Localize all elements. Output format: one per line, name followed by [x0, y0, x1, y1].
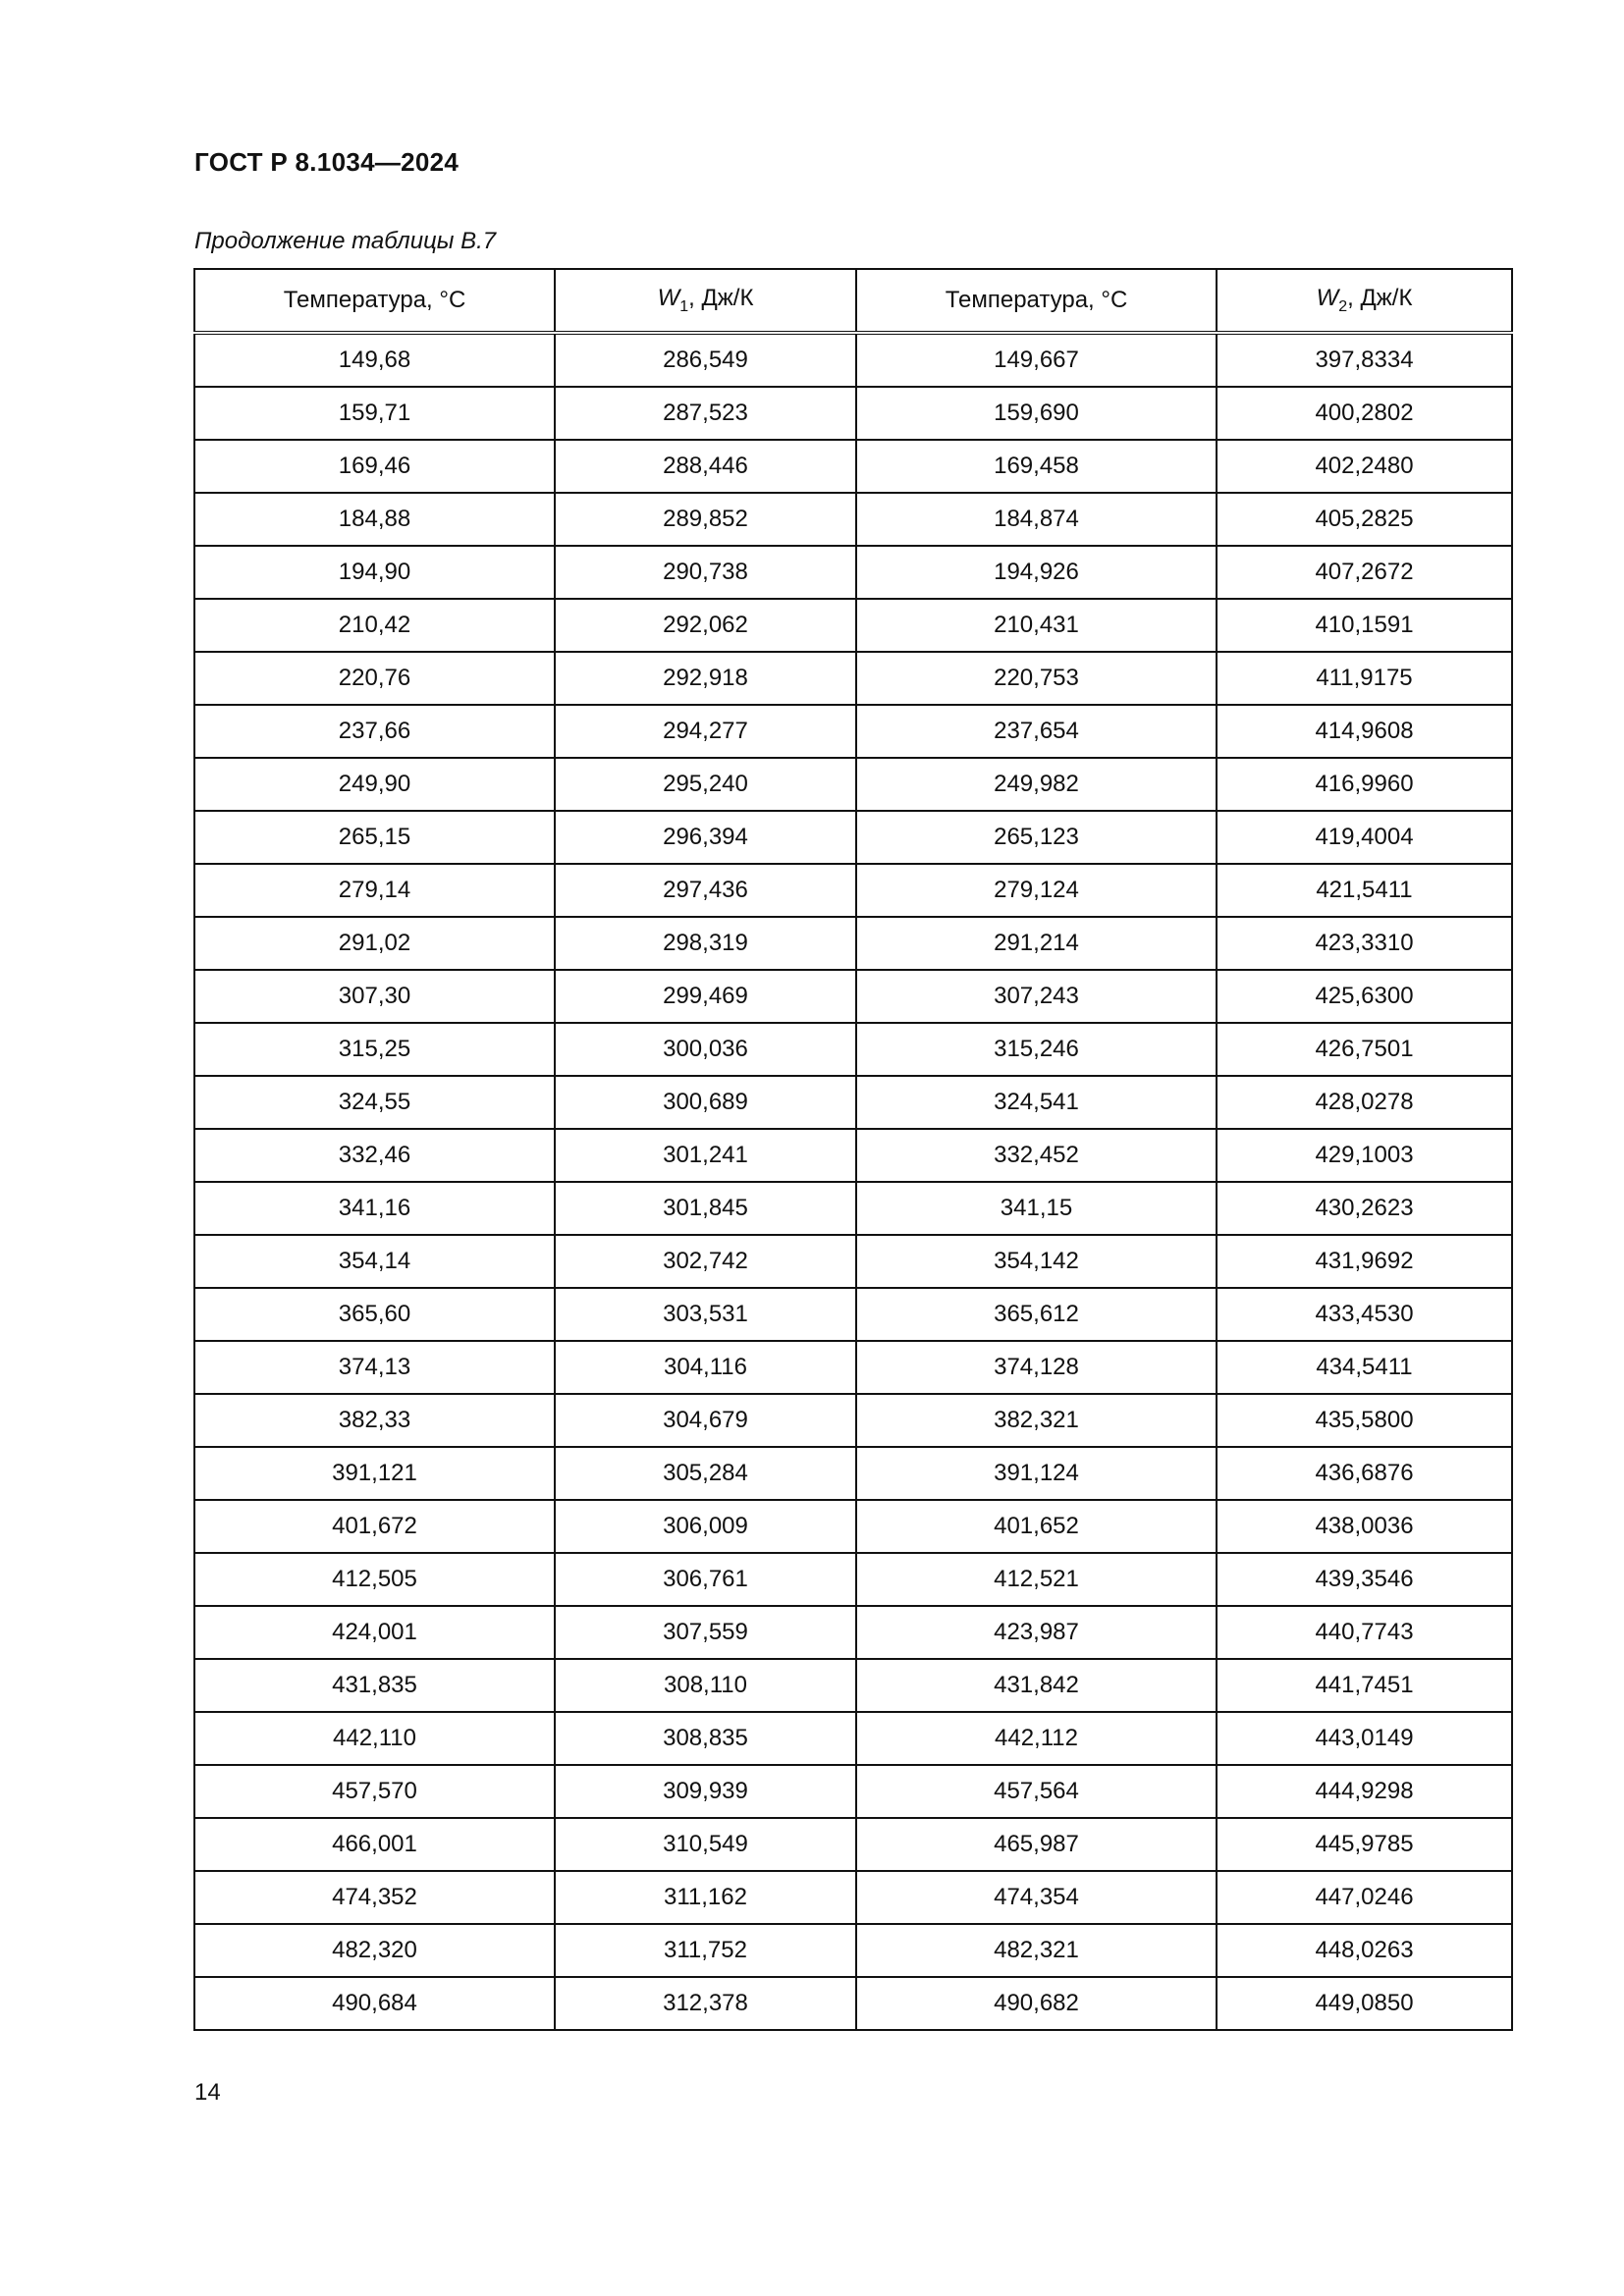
w2-symbol: W — [1316, 285, 1339, 312]
cell-w2: 400,2802 — [1217, 387, 1512, 440]
cell-temperature-1: 291,02 — [194, 917, 555, 970]
cell-w1: 287,523 — [555, 387, 856, 440]
cell-temperature-2: 291,214 — [856, 917, 1217, 970]
table-row — [194, 1129, 1512, 1182]
cell-temperature-1: 391,121 — [194, 1447, 555, 1500]
w1-symbol: W — [657, 285, 680, 312]
table-row — [194, 1765, 1512, 1818]
table-header — [194, 269, 1512, 333]
cell-w2: 449,0850 — [1217, 1977, 1512, 2030]
cell-w2: 416,9960 — [1217, 758, 1512, 811]
cell-temperature-1: 194,90 — [194, 546, 555, 599]
cell-w2: 438,0036 — [1217, 1500, 1512, 1553]
cell-temperature-2: 374,128 — [856, 1341, 1217, 1394]
cell-temperature-2: 249,982 — [856, 758, 1217, 811]
w1-subscript: 1 — [679, 297, 689, 315]
cell-temperature-1: 249,90 — [194, 758, 555, 811]
w2-unit: , Дж/К — [1347, 285, 1413, 312]
table-row — [194, 1871, 1512, 1924]
cell-w2: 405,2825 — [1217, 493, 1512, 546]
cell-w1: 288,446 — [555, 440, 856, 493]
table-row — [194, 1235, 1512, 1288]
cell-temperature-1: 332,46 — [194, 1129, 555, 1182]
table-row — [194, 970, 1512, 1023]
cell-w1: 292,918 — [555, 652, 856, 705]
cell-w2: 425,6300 — [1217, 970, 1512, 1023]
table-row — [194, 1977, 1512, 2030]
cell-w2: 428,0278 — [1217, 1076, 1512, 1129]
cell-w1: 310,549 — [555, 1818, 856, 1871]
cell-temperature-2: 442,112 — [856, 1712, 1217, 1765]
cell-w2: 421,5411 — [1217, 864, 1512, 917]
cell-temperature-2: 220,753 — [856, 652, 1217, 705]
table-row — [194, 917, 1512, 970]
cell-temperature-2: 412,521 — [856, 1553, 1217, 1606]
cell-w1: 311,162 — [555, 1871, 856, 1924]
cell-temperature-2: 482,321 — [856, 1924, 1217, 1977]
table-row — [194, 440, 1512, 493]
cell-w2: 407,2672 — [1217, 546, 1512, 599]
cell-w1: 292,062 — [555, 599, 856, 652]
cell-w2: 440,7743 — [1217, 1606, 1512, 1659]
cell-w1: 297,436 — [555, 864, 856, 917]
table-row — [194, 1606, 1512, 1659]
cell-w2: 435,5800 — [1217, 1394, 1512, 1447]
cell-temperature-1: 307,30 — [194, 970, 555, 1023]
cell-w1: 305,284 — [555, 1447, 856, 1500]
cell-temperature-1: 210,42 — [194, 599, 555, 652]
cell-w2: 448,0263 — [1217, 1924, 1512, 1977]
cell-w1: 307,559 — [555, 1606, 856, 1659]
cell-temperature-1: 482,320 — [194, 1924, 555, 1977]
header-w1 — [555, 269, 856, 333]
cell-temperature-2: 265,123 — [856, 811, 1217, 864]
cell-temperature-1: 265,15 — [194, 811, 555, 864]
cell-temperature-2: 382,321 — [856, 1394, 1217, 1447]
cell-w2: 433,4530 — [1217, 1288, 1512, 1341]
cell-temperature-2: 324,541 — [856, 1076, 1217, 1129]
header-temperature-2: Температура, °С — [856, 269, 1217, 333]
cell-w2: 410,1591 — [1217, 599, 1512, 652]
cell-w2: 402,2480 — [1217, 440, 1512, 493]
table-row — [194, 1818, 1512, 1871]
cell-temperature-2: 465,987 — [856, 1818, 1217, 1871]
table-row — [194, 387, 1512, 440]
table-row — [194, 705, 1512, 758]
table-row — [194, 1659, 1512, 1712]
cell-w1: 306,009 — [555, 1500, 856, 1553]
cell-temperature-2: 341,15 — [856, 1182, 1217, 1235]
table-row — [194, 546, 1512, 599]
cell-w2: 431,9692 — [1217, 1235, 1512, 1288]
cell-w1: 311,752 — [555, 1924, 856, 1977]
cell-temperature-2: 149,667 — [856, 333, 1217, 387]
cell-temperature-2: 169,458 — [856, 440, 1217, 493]
cell-temperature-2: 210,431 — [856, 599, 1217, 652]
cell-temperature-2: 332,452 — [856, 1129, 1217, 1182]
cell-temperature-1: 149,68 — [194, 333, 555, 387]
cell-temperature-2: 279,124 — [856, 864, 1217, 917]
cell-w2: 430,2623 — [1217, 1182, 1512, 1235]
cell-w1: 312,378 — [555, 1977, 856, 2030]
cell-temperature-1: 401,672 — [194, 1500, 555, 1553]
cell-w2: 426,7501 — [1217, 1023, 1512, 1076]
cell-w1: 306,761 — [555, 1553, 856, 1606]
cell-temperature-1: 382,33 — [194, 1394, 555, 1447]
table-row — [194, 1341, 1512, 1394]
cell-w2: 419,4004 — [1217, 811, 1512, 864]
cell-w1: 302,742 — [555, 1235, 856, 1288]
cell-temperature-1: 279,14 — [194, 864, 555, 917]
cell-temperature-2: 423,987 — [856, 1606, 1217, 1659]
cell-temperature-1: 431,835 — [194, 1659, 555, 1712]
cell-temperature-2: 431,842 — [856, 1659, 1217, 1712]
cell-temperature-1: 184,88 — [194, 493, 555, 546]
cell-w1: 301,845 — [555, 1182, 856, 1235]
table-row — [194, 333, 1512, 387]
cell-w2: 439,3546 — [1217, 1553, 1512, 1606]
cell-temperature-2: 401,652 — [856, 1500, 1217, 1553]
table-row — [194, 1023, 1512, 1076]
cell-w1: 309,939 — [555, 1765, 856, 1818]
cell-temperature-1: 169,46 — [194, 440, 555, 493]
table-row — [194, 652, 1512, 705]
cell-temperature-1: 341,16 — [194, 1182, 555, 1235]
cell-temperature-2: 237,654 — [856, 705, 1217, 758]
table-row — [194, 758, 1512, 811]
table-row — [194, 1288, 1512, 1341]
cell-w2: 445,9785 — [1217, 1818, 1512, 1871]
cell-w1: 308,835 — [555, 1712, 856, 1765]
cell-temperature-1: 365,60 — [194, 1288, 555, 1341]
cell-w2: 444,9298 — [1217, 1765, 1512, 1818]
cell-w1: 303,531 — [555, 1288, 856, 1341]
cell-w1: 295,240 — [555, 758, 856, 811]
cell-temperature-1: 220,76 — [194, 652, 555, 705]
header-w2 — [1217, 269, 1512, 333]
cell-temperature-2: 159,690 — [856, 387, 1217, 440]
cell-temperature-1: 490,684 — [194, 1977, 555, 2030]
cell-temperature-1: 474,352 — [194, 1871, 555, 1924]
data-table — [193, 268, 1513, 2031]
table-row — [194, 1712, 1512, 1765]
cell-temperature-1: 237,66 — [194, 705, 555, 758]
cell-temperature-1: 159,71 — [194, 387, 555, 440]
table-row — [194, 1076, 1512, 1129]
cell-temperature-2: 457,564 — [856, 1765, 1217, 1818]
table-row — [194, 811, 1512, 864]
cell-w1: 290,738 — [555, 546, 856, 599]
header-row — [194, 269, 1512, 333]
page-number: 14 — [194, 2079, 221, 2106]
cell-w2: 411,9175 — [1217, 652, 1512, 705]
table-row — [194, 1447, 1512, 1500]
cell-temperature-1: 324,55 — [194, 1076, 555, 1129]
w2-subscript: 2 — [1338, 297, 1348, 315]
table-caption: Продолжение таблицы В.7 — [194, 228, 497, 254]
cell-temperature-2: 307,243 — [856, 970, 1217, 1023]
cell-w1: 304,116 — [555, 1341, 856, 1394]
cell-w1: 301,241 — [555, 1129, 856, 1182]
cell-w2: 441,7451 — [1217, 1659, 1512, 1712]
cell-temperature-1: 442,110 — [194, 1712, 555, 1765]
cell-temperature-2: 365,612 — [856, 1288, 1217, 1341]
cell-w2: 397,8334 — [1217, 333, 1512, 387]
cell-w2: 414,9608 — [1217, 705, 1512, 758]
table-body — [194, 333, 1512, 2030]
cell-temperature-1: 412,505 — [194, 1553, 555, 1606]
table-row — [194, 1394, 1512, 1447]
cell-temperature-2: 354,142 — [856, 1235, 1217, 1288]
table-row — [194, 493, 1512, 546]
cell-w1: 289,852 — [555, 493, 856, 546]
cell-temperature-2: 194,926 — [856, 546, 1217, 599]
cell-temperature-2: 184,874 — [856, 493, 1217, 546]
table-row — [194, 599, 1512, 652]
cell-temperature-2: 474,354 — [856, 1871, 1217, 1924]
cell-temperature-1: 466,001 — [194, 1818, 555, 1871]
document-header: ГОСТ Р 8.1034—2024 — [194, 147, 460, 177]
table-row — [194, 1553, 1512, 1606]
cell-w2: 436,6876 — [1217, 1447, 1512, 1500]
cell-w1: 299,469 — [555, 970, 856, 1023]
header-temperature-1: Температура, °С — [194, 269, 555, 333]
table-row — [194, 1924, 1512, 1977]
cell-w1: 286,549 — [555, 333, 856, 387]
cell-temperature-1: 354,14 — [194, 1235, 555, 1288]
cell-w1: 304,679 — [555, 1394, 856, 1447]
cell-w1: 300,689 — [555, 1076, 856, 1129]
cell-temperature-1: 315,25 — [194, 1023, 555, 1076]
cell-w1: 300,036 — [555, 1023, 856, 1076]
cell-w2: 447,0246 — [1217, 1871, 1512, 1924]
cell-w2: 443,0149 — [1217, 1712, 1512, 1765]
table-row — [194, 864, 1512, 917]
w1-unit: , Дж/К — [688, 285, 754, 312]
cell-temperature-1: 424,001 — [194, 1606, 555, 1659]
cell-w2: 423,3310 — [1217, 917, 1512, 970]
cell-temperature-2: 391,124 — [856, 1447, 1217, 1500]
cell-w2: 434,5411 — [1217, 1341, 1512, 1394]
cell-w1: 296,394 — [555, 811, 856, 864]
cell-temperature-2: 315,246 — [856, 1023, 1217, 1076]
cell-temperature-2: 490,682 — [856, 1977, 1217, 2030]
cell-temperature-1: 457,570 — [194, 1765, 555, 1818]
table-row — [194, 1500, 1512, 1553]
table-row — [194, 1182, 1512, 1235]
cell-temperature-1: 374,13 — [194, 1341, 555, 1394]
cell-w2: 429,1003 — [1217, 1129, 1512, 1182]
cell-w1: 298,319 — [555, 917, 856, 970]
cell-w1: 294,277 — [555, 705, 856, 758]
cell-w1: 308,110 — [555, 1659, 856, 1712]
